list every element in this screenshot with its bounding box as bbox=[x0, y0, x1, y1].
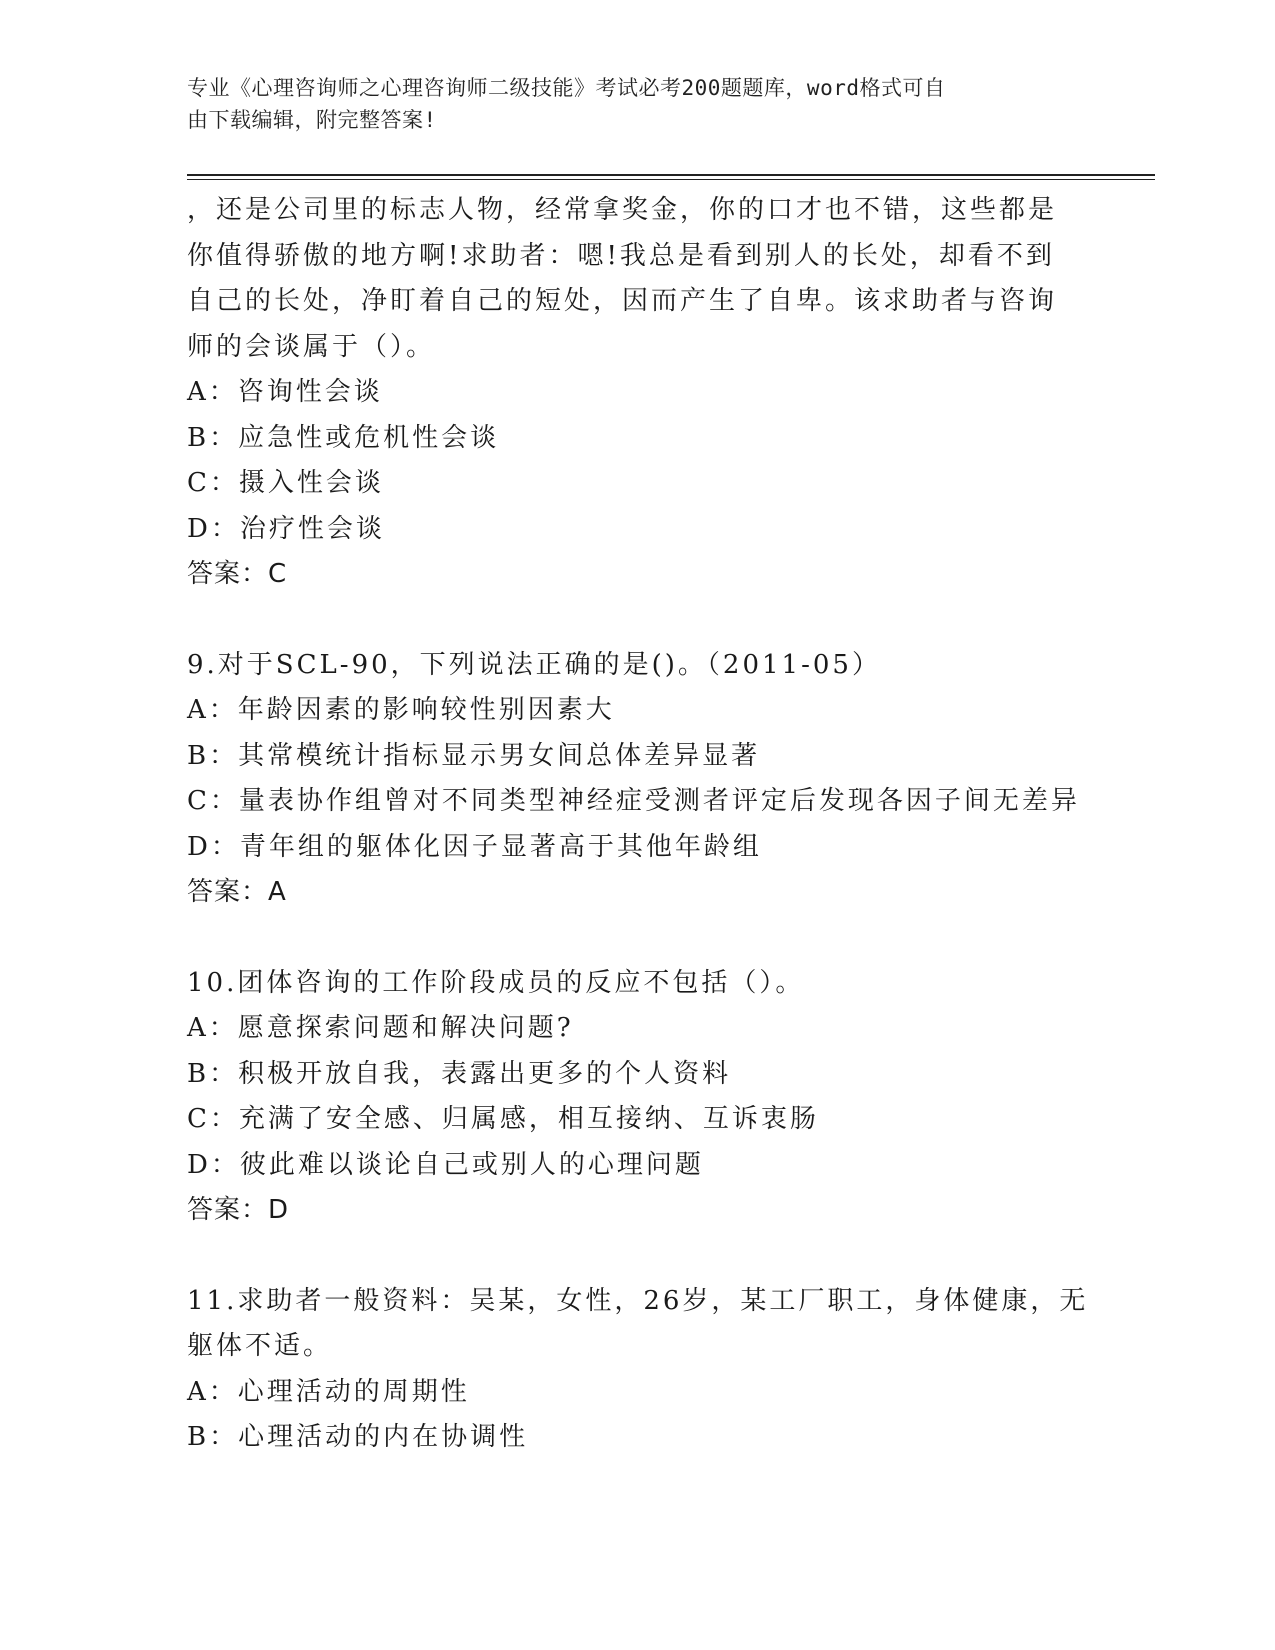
question-11 bbox=[187, 1279, 1087, 1461]
question-stem-line: 师的会谈属于（）。 bbox=[187, 331, 436, 362]
option-b: B：应急性或危机性会谈 bbox=[187, 422, 500, 453]
question-stem-line: 你值得骄傲的地方啊!求助者：嗯!我总是看到别人的长处，却看不到 bbox=[187, 240, 1055, 271]
answer-line: 答案：C bbox=[187, 559, 288, 589]
question-stem-line: 自己的长处，净盯着自己的短处，因而产生了自卑。该求助者与咨询 bbox=[187, 286, 1058, 316]
question-stem-line: 9.对于SCL-90，下列说法正确的是()。（2011-05） bbox=[187, 649, 881, 680]
answer-line: 答案：D bbox=[187, 1195, 290, 1225]
option-b: B：积极开放自我，表露出更多的个人资料 bbox=[187, 1058, 732, 1089]
header-line-2: 由下载编辑，附完整答案! bbox=[187, 108, 437, 132]
option-c: C：充满了安全感、归属感，相互接纳、互诉衷肠 bbox=[187, 1104, 819, 1134]
option-a: A：心理活动的周期性 bbox=[187, 1376, 470, 1407]
question-8 bbox=[187, 188, 1087, 598]
spacer bbox=[187, 1234, 1087, 1279]
spacer bbox=[187, 598, 1087, 643]
answer-line: 答案：A bbox=[187, 877, 287, 907]
option-a: A：咨询性会谈 bbox=[187, 377, 383, 407]
option-d: D：彼此难以谈论自己或别人的心理问题 bbox=[187, 1149, 704, 1180]
question-stem-line: ，还是公司里的标志人物，经常拿奖金，你的口才也不错，这些都是 bbox=[187, 195, 1058, 225]
header-divider bbox=[187, 174, 1155, 180]
question-stem-line: 11.求助者一般资料：吴某，女性，26岁，某工厂职工，身体健康，无 bbox=[187, 1285, 1089, 1316]
option-d: D：治疗性会谈 bbox=[187, 513, 385, 544]
spacer bbox=[187, 916, 1087, 961]
option-d: D：青年组的躯体化因子显著高于其他年龄组 bbox=[187, 831, 762, 862]
option-b: B：心理活动的内在协调性 bbox=[187, 1422, 529, 1452]
header-line-1: 专业《心理咨询师之心理咨询师二级技能》考试必考200题题库，word格式可自 bbox=[187, 76, 946, 100]
option-a: A：愿意探索问题和解决问题? bbox=[187, 1013, 574, 1043]
question-9 bbox=[187, 643, 1087, 916]
document-header bbox=[187, 72, 1087, 136]
option-a: A：年龄因素的影响较性别因素大 bbox=[187, 695, 615, 725]
option-c: C：摄入性会谈 bbox=[187, 468, 384, 498]
question-10 bbox=[187, 961, 1087, 1234]
question-stem-line: 躯体不适。 bbox=[187, 1331, 333, 1361]
option-c: C：量表协作组曾对不同类型神经症受测者评定后发现各因子间无差异 bbox=[187, 786, 1080, 816]
question-list bbox=[187, 188, 1087, 1461]
option-b: B：其常模统计指标显示男女间总体差异显著 bbox=[187, 740, 761, 771]
question-stem-line: 10.团体咨询的工作阶段成员的反应不包括（）。 bbox=[187, 967, 805, 998]
